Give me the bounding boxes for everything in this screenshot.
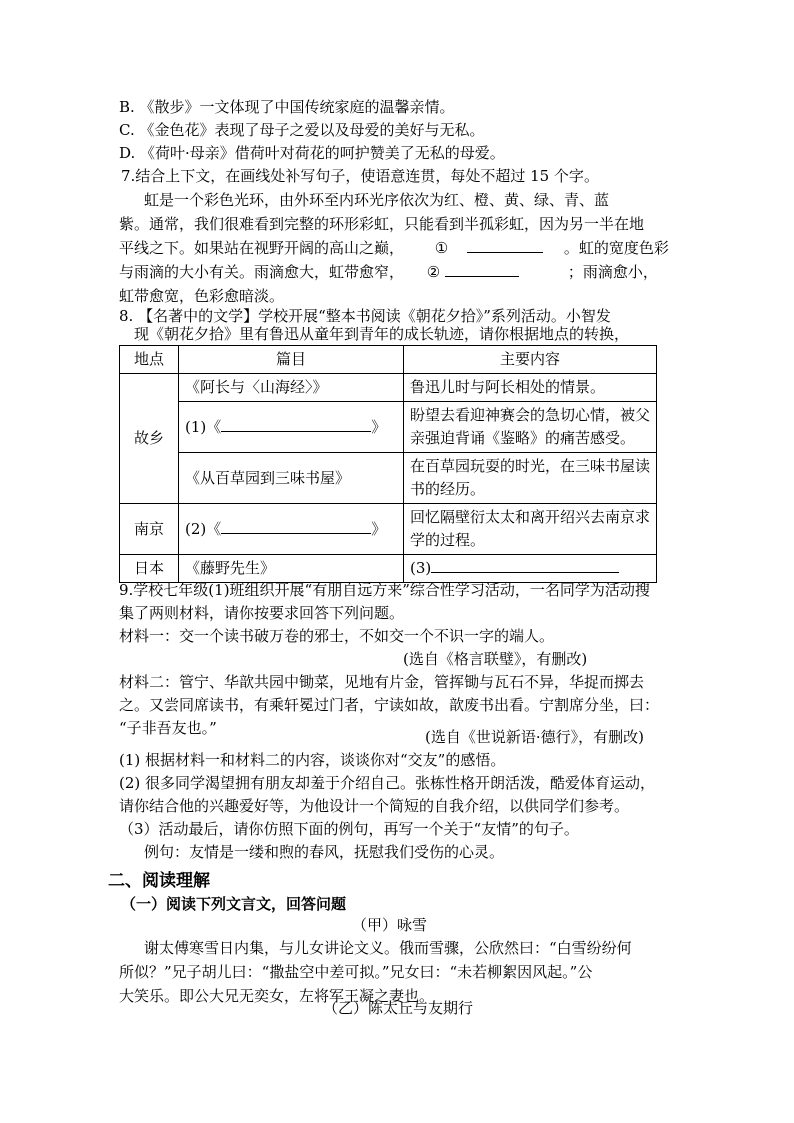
q9-sub-2-line-1: (2) 很多同学渴望拥有朋友却羞于介绍自己。张栋性格开朗活泼，酷爱体育运动， bbox=[119, 774, 656, 792]
q7-line-1: 虹是一个彩色光环，由外环至内环光序依次为红、橙、黄、绿、青、蓝 bbox=[144, 191, 610, 209]
title-suffix: 》 bbox=[371, 417, 387, 436]
option-d: D. 《荷叶·母亲》借荷叶对荷花的呵护赞美了无私的母爱。 bbox=[119, 144, 505, 162]
option-c: C. 《金色花》表现了母子之爱以及母爱的美好与无私。 bbox=[119, 121, 485, 139]
q9-source-2: (选自《世说新语·德行》，有删改) bbox=[425, 728, 644, 746]
q9-example: 例句：友情是一缕和煦的春风，抚慰我们受伤的心灵。 bbox=[144, 843, 505, 861]
jia-line-2: 所似？”兄子胡儿曰：“撒盐空中差可拟。”兄女曰：“未若柳絮因风起。”公 bbox=[119, 963, 593, 981]
title-suffix: 》 bbox=[371, 519, 387, 538]
content-prefix: (3) bbox=[410, 559, 432, 577]
table-row bbox=[120, 504, 657, 555]
q7-line-5: 虹带愈宽，色彩愈暗淡。 bbox=[119, 287, 285, 305]
works-table bbox=[119, 345, 657, 583]
title-prefix: (1)《 bbox=[185, 417, 222, 436]
answer-blank-1[interactable] bbox=[221, 417, 371, 432]
title-cell: 《阿长与〈山海经〉》 bbox=[179, 374, 404, 402]
table-row bbox=[120, 402, 657, 453]
q8-line-1: 8. 【名著中的文学】学校开展“整本书阅读《朝花夕拾》”系列活动。小智发 bbox=[119, 307, 611, 325]
header-title: 篇目 bbox=[179, 346, 404, 374]
q7-line-2: 紫。通常，我们很难看到完整的环形彩虹，只能看到半孤彩虹，因为另一半在地 bbox=[119, 215, 645, 233]
jia-line-3: 大笑乐。即公大兄无奕女，左将军王凝之妻也。 bbox=[119, 987, 435, 1005]
jia-title: （甲）咏雪 bbox=[352, 916, 428, 934]
title-cell: 《从百草园到三味书屋》 bbox=[179, 453, 404, 504]
q9-material-2-line-3: “子非吾友也。” bbox=[119, 719, 217, 737]
q9-line-2: 集了两则材料，请你按要求回答下列问题。 bbox=[119, 604, 405, 622]
q9-material-2-line-1: 材料二：管宁、华歆共园中锄菜，见地有片金，管挥锄与瓦石不异，华捉而掷去 bbox=[119, 673, 645, 691]
section-2-subtitle: （一）阅读下列文言文，回答问题 bbox=[121, 895, 347, 913]
q9-material-1: 材料一：交一个读书破万卷的邪士，不如交一个不识一字的端人。 bbox=[119, 627, 555, 645]
title-prefix: (2)《 bbox=[185, 519, 222, 538]
q7-line-3 bbox=[119, 236, 669, 260]
place-japan: 日本 bbox=[120, 555, 179, 583]
content-cell: 在百草园玩耍的时光，在三味书屋读书的经历。 bbox=[404, 453, 657, 504]
answer-blank-2[interactable] bbox=[221, 519, 371, 534]
content-cell: 盼望去看迎神赛会的急切心情，被父亲强迫背诵《鉴略》的痛苦感受。 bbox=[404, 402, 657, 453]
section-2-title: 二、阅读理解 bbox=[108, 871, 210, 891]
q7-line-4 bbox=[119, 260, 658, 284]
q9-line-1: 9.学校七年级(1)班组织开展“有朋自远方来”综合性学习活动，一名同学为活动搜 bbox=[119, 581, 650, 599]
q9-sub-3: （3）活动最后，请你仿照下面的例句，再写一个关于“友情”的句子。 bbox=[119, 820, 579, 838]
answer-blank-3[interactable] bbox=[431, 558, 619, 573]
jia-line-1: 谢太傅寒雪日内集，与儿女讲论文义。俄而雪骤，公欣然曰：“白雪纷纷何 bbox=[144, 939, 632, 957]
title-cell bbox=[179, 504, 404, 555]
q7-blank-2-label: ② bbox=[426, 263, 441, 281]
yi-title: （乙）陈太丘与友期行 bbox=[323, 999, 474, 1017]
title-cell bbox=[179, 402, 404, 453]
q7-line-3-tail: 。虹的宽度色彩 bbox=[563, 239, 669, 257]
content-cell: 鲁迅儿时与阿长相处的情景。 bbox=[404, 374, 657, 402]
q8-line-2: 现《朝花夕拾》里有鲁迅从童年到青年的成长轨迹，请你根据地点的转换， bbox=[134, 325, 630, 343]
q9-sub-2-line-2: 请你结合他的兴趣爱好等，为他设计一个简短的自我介绍，以供同学们参考。 bbox=[119, 797, 630, 815]
header-content: 主要内容 bbox=[404, 346, 657, 374]
content-cell: 回忆隔壁衍太太和离开绍兴去南京求学的过程。 bbox=[404, 504, 657, 555]
q7-line-4-head: 与雨滴的大小有关。雨滴愈大，虹带愈窄， bbox=[119, 263, 405, 281]
q7-blank-2[interactable] bbox=[445, 262, 519, 277]
q7-blank-1[interactable] bbox=[467, 238, 543, 253]
q7-line-4-tail: ；雨滴愈小， bbox=[567, 263, 658, 281]
q9-sub-1: (1) 根据材料一和材料二的内容，谈谈你对“交友”的感悟。 bbox=[119, 751, 506, 769]
table-header-row bbox=[120, 346, 657, 374]
q7-prompt: 7.结合上下文，在画线处补写句子，使语意连贯，每处不超过 15 个字。 bbox=[121, 167, 599, 185]
header-place: 地点 bbox=[120, 346, 179, 374]
q9-source-1: (选自《格言联璧》，有删改) bbox=[403, 650, 588, 668]
q7-blank-1-label: ① bbox=[434, 239, 449, 257]
table-row bbox=[120, 453, 657, 504]
title-cell: 《藤野先生》 bbox=[179, 555, 404, 583]
place-nanjing: 南京 bbox=[120, 504, 179, 555]
q9-material-2-line-2: 之。又尝同席读书，有乘轩冕过门者，宁读如故，歆废书出看。宁割席分坐，曰： bbox=[119, 696, 660, 714]
table-row bbox=[120, 374, 657, 402]
option-b: B. 《散步》一文体现了中国传统家庭的温馨亲情。 bbox=[119, 98, 455, 116]
place-hometown: 故乡 bbox=[120, 374, 179, 504]
q7-line-3-text: 平线之下。如果站在视野开阔的高山之巅， bbox=[119, 239, 405, 257]
